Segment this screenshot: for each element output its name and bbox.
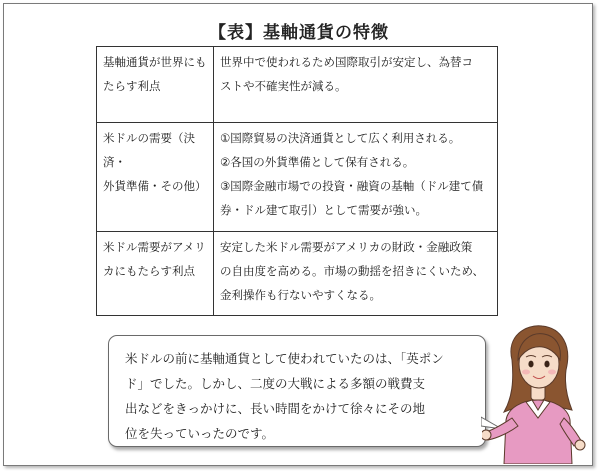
row-header — [97, 47, 214, 123]
row-body-line: ③国際金融市場での投資・融資の基軸（ドル建て債 — [220, 179, 484, 193]
row-header — [97, 123, 214, 232]
row-header-line: 米ドルの需要（決済・ — [103, 131, 195, 169]
row-header-line: カにもたらす利点 — [103, 264, 195, 278]
row-body-line: ①国際貿易の決済通貨として広く利用される。 — [220, 131, 461, 145]
speech-line: 米ドルの前に基軸通貨として使われていたのは、「英ポン — [125, 351, 444, 366]
row-header-line: 米ドル需要がアメリ — [103, 240, 206, 254]
row-header-line: 外貨準備・その他） — [103, 179, 207, 193]
row-body-line: 金利操作も行ないやすくなる。 — [220, 288, 381, 302]
row-body-line: ストや不確実性が減る。 — [220, 79, 347, 93]
figure-title: 【表】基軸通貨の特徴 — [209, 23, 389, 43]
row-header-line: たらす利点 — [103, 79, 161, 93]
features-table — [96, 46, 498, 316]
speech-line: 位を失っていったのです。 — [125, 426, 275, 441]
woman-presenter-icon — [482, 318, 588, 464]
speech-bubble — [108, 335, 486, 447]
row-body-line: 券・ドル建て取引）として需要が強い。 — [220, 203, 427, 217]
speech-line: 出などをきっかけに、長い時間をかけて徐々にその地 — [125, 401, 426, 416]
row-body — [214, 232, 498, 316]
table-row — [97, 123, 498, 232]
row-header-line: 基軸通貨が世界にも — [103, 55, 207, 69]
row-body-line: ②各国の外貨準備として保有される。 — [220, 155, 415, 169]
speech-line: ド」でした。しかし、二度の大戦による多額の戦費支 — [125, 376, 426, 391]
row-body-line: 世界中で使われるため国際取引が安定し、為替コ — [220, 55, 473, 69]
row-body — [214, 47, 498, 123]
row-body — [214, 123, 498, 232]
table-row — [97, 232, 498, 316]
row-body-line: 安定した米ドル需要がアメリカの財政・金融政策 — [220, 240, 473, 254]
table-row — [97, 47, 498, 123]
row-header — [97, 232, 214, 316]
row-body-line: の自由度を高める。市場の動揺を招きにくいため、 — [220, 264, 485, 278]
